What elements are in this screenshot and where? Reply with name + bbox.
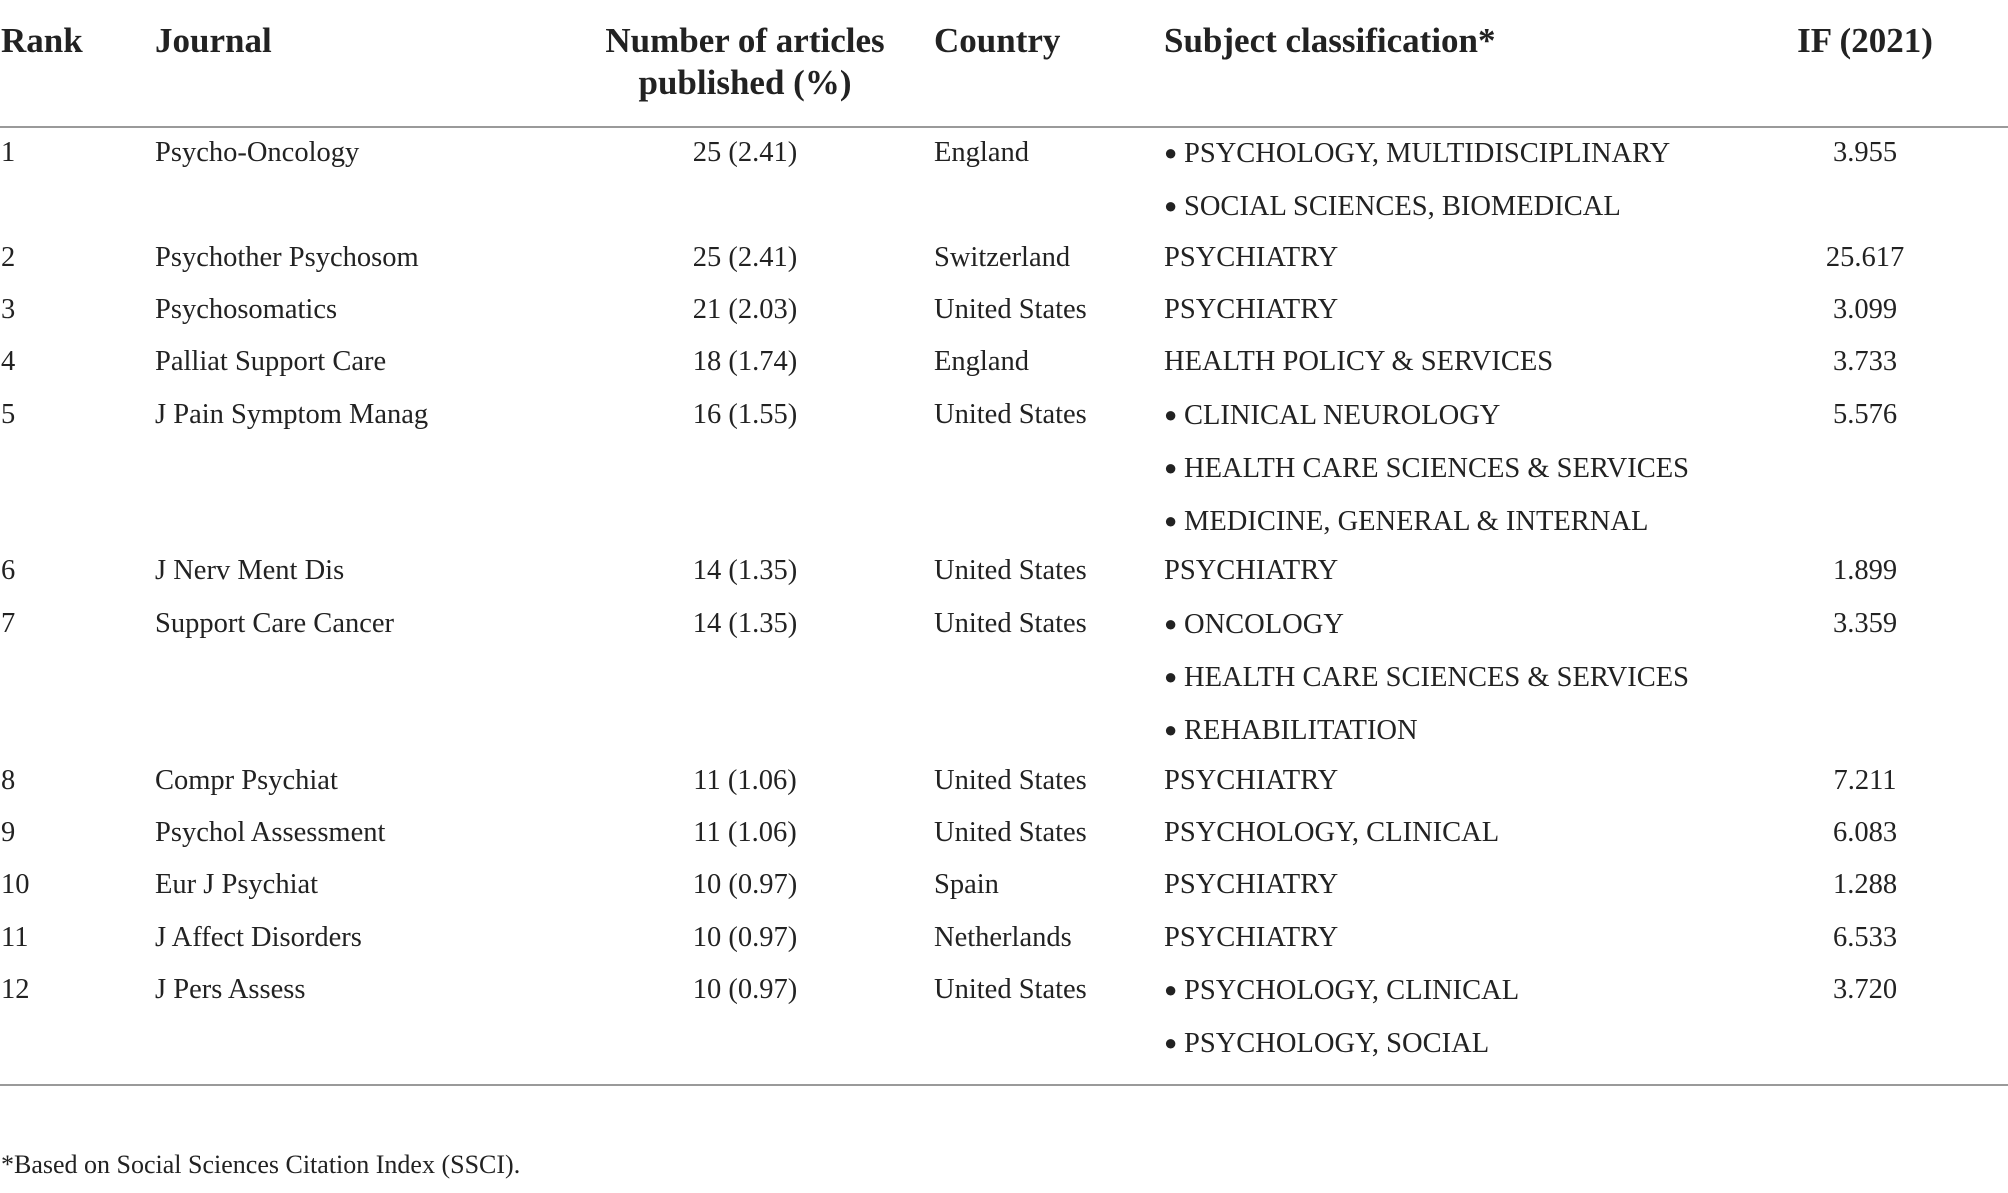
subject-text: PSYCHIATRY <box>1164 764 1339 796</box>
subject-text: CLINICAL NEUROLOGY <box>1184 399 1501 431</box>
header-articles-line1: Number of articles <box>605 21 885 60</box>
journal-cell: J Nerv Ment Dis <box>155 555 345 587</box>
country-cell: Switzerland <box>934 241 1071 273</box>
subject-cell <box>1164 755 1338 807</box>
subject-text: PSYCHOLOGY, CLINICAL <box>1164 816 1500 848</box>
subject-item <box>1164 807 1499 859</box>
subject-text: PSYCHIATRY <box>1164 555 1339 587</box>
journal-cell: Compr Psychiat <box>155 764 338 796</box>
subject-item <box>1164 598 1689 651</box>
bullet-icon: ● <box>1164 454 1178 480</box>
subject-text: PSYCHOLOGY, SOCIAL <box>1184 1027 1490 1059</box>
subject-item <box>1164 704 1689 757</box>
subject-text: PSYCHIATRY <box>1164 921 1339 953</box>
articles-cell: 10 (0.97) <box>692 973 798 1005</box>
subject-cell <box>1164 127 1670 233</box>
subject-item <box>1164 495 1689 548</box>
subject-item <box>1164 755 1338 807</box>
country-cell: United States <box>934 293 1087 325</box>
articles-cell: 25 (2.41) <box>692 241 798 273</box>
rank-cell: 3 <box>1 293 16 325</box>
if-cell: 3.955 <box>1832 137 1898 168</box>
subject-cell <box>1164 389 1689 548</box>
subject-item <box>1164 442 1689 495</box>
articles-cell: 11 (1.06) <box>693 816 797 848</box>
subject-cell <box>1164 598 1689 757</box>
subject-item <box>1164 336 1553 388</box>
subject-text: MEDICINE, GENERAL & INTERNAL <box>1184 505 1649 537</box>
journal-cell: Psychosomatics <box>155 293 338 325</box>
if-cell: 25.617 <box>1825 241 1905 273</box>
articles-cell: 10 (0.97) <box>692 921 798 953</box>
if-cell: 5.576 <box>1832 398 1898 430</box>
journal-cell: Support Care Cancer <box>155 607 395 639</box>
country-cell: United States <box>934 555 1087 587</box>
country-cell: United States <box>934 973 1087 1005</box>
rank-cell: 5 <box>1 398 16 430</box>
bullet-icon: ● <box>1164 401 1178 427</box>
subject-text: PSYCHOLOGY, MULTIDISCIPLINARY <box>1184 138 1671 169</box>
header-articles <box>560 20 930 104</box>
subject-cell <box>1164 232 1338 284</box>
header-country: Country <box>934 21 1061 60</box>
rank-cell: 8 <box>1 764 16 796</box>
bullet-icon: ● <box>1164 140 1178 165</box>
country-cell: England <box>934 137 1029 168</box>
subject-item <box>1164 127 1670 180</box>
if-cell: 3.733 <box>1832 346 1898 378</box>
header-if: IF (2021) <box>1797 21 1933 60</box>
articles-cell: 25 (2.41) <box>692 137 798 168</box>
subject-cell <box>1164 912 1338 964</box>
articles-cell: 11 (1.06) <box>693 764 797 796</box>
subject-cell <box>1164 859 1338 911</box>
if-cell: 3.359 <box>1832 607 1898 639</box>
header-articles-line2: published (%) <box>638 63 852 102</box>
subject-text: PSYCHIATRY <box>1164 869 1339 901</box>
journal-cell: J Affect Disorders <box>155 921 362 953</box>
if-cell: 7.211 <box>1833 764 1897 796</box>
rank-cell: 1 <box>1 137 16 168</box>
if-cell: 1.899 <box>1832 555 1898 587</box>
subject-cell <box>1164 545 1338 597</box>
country-cell: United States <box>934 607 1087 639</box>
subject-item <box>1164 912 1338 964</box>
articles-cell: 21 (2.03) <box>692 293 798 325</box>
subject-text: REHABILITATION <box>1184 714 1418 746</box>
country-cell: Netherlands <box>934 921 1072 953</box>
journal-cell: Psychol Assessment <box>155 816 386 848</box>
subject-item <box>1164 964 1519 1017</box>
if-cell: 6.083 <box>1832 816 1898 848</box>
articles-cell: 16 (1.55) <box>692 398 798 430</box>
header-rank: Rank <box>1 21 83 60</box>
subject-cell <box>1164 336 1553 388</box>
journal-cell: Palliat Support Care <box>155 346 387 378</box>
subject-item <box>1164 545 1338 597</box>
articles-cell: 14 (1.35) <box>692 555 798 587</box>
subject-text: HEALTH POLICY & SERVICES <box>1164 346 1554 378</box>
if-cell: 3.099 <box>1832 293 1898 325</box>
rank-cell: 11 <box>1 921 29 953</box>
rank-cell: 12 <box>1 973 30 1005</box>
header-journal: Journal <box>155 21 272 60</box>
subject-item <box>1164 651 1689 704</box>
subject-text: HEALTH CARE SCIENCES & SERVICES <box>1184 661 1689 693</box>
bullet-icon: ● <box>1164 193 1178 218</box>
country-cell: United States <box>934 764 1087 796</box>
subject-cell <box>1164 284 1338 336</box>
country-cell: United States <box>934 816 1087 848</box>
country-cell: England <box>934 346 1029 378</box>
table-footnote: *Based on Social Sciences Citation Index (SSCI). <box>1 1150 521 1179</box>
subject-text: PSYCHIATRY <box>1164 293 1339 325</box>
country-cell: Spain <box>934 869 999 901</box>
subject-item <box>1164 389 1689 442</box>
subject-cell <box>1164 807 1499 859</box>
articles-cell: 18 (1.74) <box>692 346 798 378</box>
articles-cell: 14 (1.35) <box>692 607 798 639</box>
if-cell: 3.720 <box>1832 973 1898 1005</box>
subject-text: SOCIAL SCIENCES, BIOMEDICAL <box>1184 191 1621 222</box>
bullet-icon: ● <box>1164 663 1178 689</box>
rank-cell: 9 <box>1 816 16 848</box>
bullet-icon: ● <box>1164 716 1178 742</box>
bullet-icon: ● <box>1164 507 1178 533</box>
rank-cell: 4 <box>1 346 16 378</box>
journal-cell: J Pers Assess <box>155 973 306 1005</box>
bullet-icon: ● <box>1164 610 1178 636</box>
if-cell: 1.288 <box>1832 869 1898 901</box>
journal-cell: Psychother Psychosom <box>155 241 419 273</box>
articles-cell: 10 (0.97) <box>692 869 798 901</box>
subject-text: HEALTH CARE SCIENCES & SERVICES <box>1184 452 1689 484</box>
rank-cell: 10 <box>1 869 30 901</box>
subject-item <box>1164 232 1338 284</box>
subject-text: PSYCHIATRY <box>1164 241 1339 273</box>
subject-item <box>1164 180 1670 233</box>
rank-cell: 2 <box>1 241 16 273</box>
header-subject: Subject classification* <box>1164 21 1496 60</box>
subject-item <box>1164 284 1338 336</box>
subject-cell <box>1164 964 1519 1070</box>
journal-cell: Eur J Psychiat <box>155 869 319 901</box>
subject-text: ONCOLOGY <box>1184 608 1344 640</box>
rank-cell: 6 <box>1 555 16 587</box>
if-cell: 6.533 <box>1832 921 1898 953</box>
journal-cell: J Pain Symptom Manag <box>155 398 429 430</box>
country-cell: United States <box>934 398 1087 430</box>
subject-item <box>1164 1017 1519 1070</box>
table-header <box>0 20 2008 128</box>
subject-text: PSYCHOLOGY, CLINICAL <box>1184 974 1520 1006</box>
rank-cell: 7 <box>1 607 16 639</box>
bottom-rule <box>0 1084 2008 1086</box>
bullet-icon: ● <box>1164 1029 1178 1055</box>
journal-cell: Psycho-Oncology <box>155 137 360 168</box>
bullet-icon: ● <box>1164 976 1178 1002</box>
subject-item <box>1164 859 1338 911</box>
